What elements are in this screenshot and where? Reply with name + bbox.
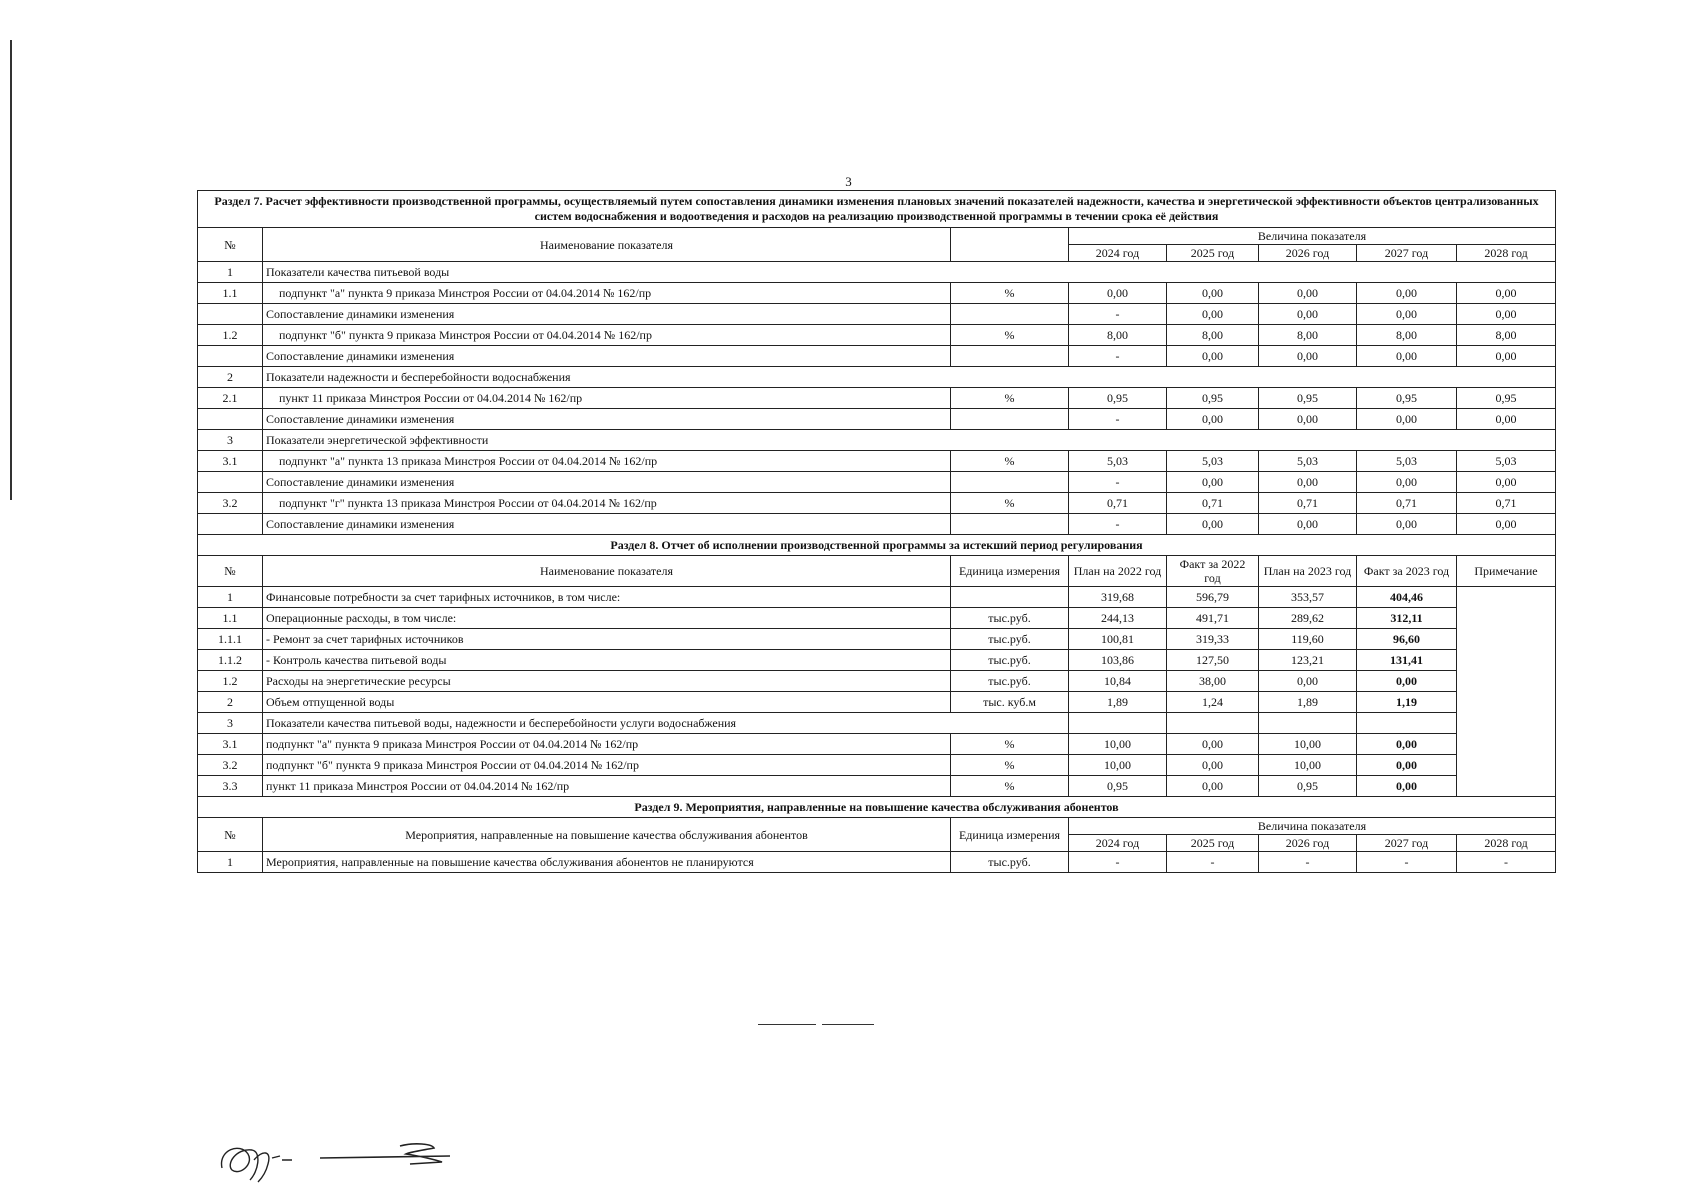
value-cell: 244,13 (1069, 608, 1167, 629)
column-header-period: План на 2022 год (1069, 556, 1167, 587)
indicator-name: Расходы на энергетические ресурсы (263, 671, 951, 692)
row-number: 3.1 (198, 734, 263, 755)
value-cell (1357, 713, 1457, 734)
indicator-name: Сопоставление динамики изменения (263, 346, 951, 367)
unit-cell: % (951, 388, 1069, 409)
section7-row (198, 283, 1556, 304)
value-cell: - (1457, 852, 1556, 873)
value-cell: 10,84 (1069, 671, 1167, 692)
indicator-name: Сопоставление динамики изменения (263, 514, 951, 535)
value-cell: 0,00 (1357, 776, 1457, 797)
column-header-year: 2027 год (1357, 835, 1457, 852)
unit-cell (951, 346, 1069, 367)
column-header-year: 2025 год (1167, 835, 1259, 852)
value-cell: 8,00 (1259, 325, 1357, 346)
section7-row (198, 493, 1556, 514)
indicator-name: Сопоставление динамики изменения (263, 409, 951, 430)
column-header-unit (951, 228, 1069, 262)
section8-row (198, 776, 1556, 797)
unit-cell (951, 514, 1069, 535)
value-cell: - (1069, 304, 1167, 325)
value-cell: 123,21 (1259, 650, 1357, 671)
unit-cell (951, 409, 1069, 430)
value-cell: 0,00 (1357, 671, 1457, 692)
value-cell: 0,71 (1259, 493, 1357, 514)
footer-rule (758, 1012, 880, 1030)
value-cell: 5,03 (1167, 451, 1259, 472)
column-header-period: Факт за 2022 год (1167, 556, 1259, 587)
row-number: 2 (198, 692, 263, 713)
indicator-name: подпункт "а" пункта 9 приказа Минстроя России от 04.04.2014 № 162/пр (263, 283, 951, 304)
value-cell: 0,00 (1069, 283, 1167, 304)
indicator-name: подпункт "а" пункта 13 приказа Минстроя России от 04.04.2014 № 162/пр (263, 451, 951, 472)
value-cell: 100,81 (1069, 629, 1167, 650)
section7-row (198, 325, 1556, 346)
value-cell: 0,95 (1357, 388, 1457, 409)
value-cell: 1,24 (1167, 692, 1259, 713)
value-cell: 1,89 (1259, 692, 1357, 713)
indicator-name: Сопоставление динамики изменения (263, 472, 951, 493)
value-cell: 0,00 (1259, 472, 1357, 493)
value-cell: 596,79 (1167, 587, 1259, 608)
value-cell: 0,95 (1259, 388, 1357, 409)
indicator-name: подпункт "б" пункта 9 приказа Минстроя России от 04.04.2014 № 162/пр (263, 325, 951, 346)
section8-row (198, 734, 1556, 755)
column-header-value: Величина показателя (1069, 818, 1556, 835)
value-cell: 8,00 (1457, 325, 1556, 346)
value-cell: - (1357, 852, 1457, 873)
column-header-year: 2025 год (1167, 245, 1259, 262)
value-cell: 103,86 (1069, 650, 1167, 671)
row-number: 1 (198, 587, 263, 608)
value-cell: 0,00 (1457, 514, 1556, 535)
measure-name: Мероприятия, направленные на повышение качества обслуживания абонентов не планируются (263, 852, 951, 873)
value-cell: 0,00 (1457, 409, 1556, 430)
page-number: 3 (845, 174, 852, 189)
scan-edge-line (10, 40, 12, 500)
value-cell: 491,71 (1167, 608, 1259, 629)
section7-row (198, 451, 1556, 472)
column-header-year: 2026 год (1259, 245, 1357, 262)
section9-title: Раздел 9. Мероприятия, направленные на повышение качества обслуживания абонентов (198, 797, 1556, 818)
value-cell: 5,03 (1259, 451, 1357, 472)
section8-row (198, 587, 1556, 608)
indicator-name: подпункт "г" пункта 13 приказа Минстроя России от 04.04.2014 № 162/пр (263, 493, 951, 514)
row-number: 2 (198, 367, 263, 388)
group-name: Показатели энергетической эффективности (263, 430, 1556, 451)
value-cell: 0,71 (1167, 493, 1259, 514)
value-cell: 0,00 (1167, 409, 1259, 430)
section7-row (198, 514, 1556, 535)
value-cell: 5,03 (1357, 451, 1457, 472)
section7-title: Раздел 7. Расчет эффективности производственной программы, осуществляемый путем сопоставления динамики изменения плановых значений показателей надежности, качества и энергетической эффективности объектов централизованных систем водоснабжения и водоотведения и расходов на реализацию производственной программы в течении срока её действия (198, 191, 1556, 228)
value-cell: 0,00 (1259, 283, 1357, 304)
section7-row (198, 346, 1556, 367)
value-cell: 131,41 (1357, 650, 1457, 671)
value-cell: 0,00 (1167, 776, 1259, 797)
row-number: 3.3 (198, 776, 263, 797)
value-cell: 0,00 (1167, 514, 1259, 535)
value-cell: 8,00 (1069, 325, 1167, 346)
row-number: 1 (198, 852, 263, 873)
row-number: 3 (198, 430, 263, 451)
value-cell: 1,89 (1069, 692, 1167, 713)
row-number: 3.2 (198, 755, 263, 776)
unit-cell: тыс.руб. (951, 852, 1069, 873)
section8-row (198, 608, 1556, 629)
unit-cell: тыс.руб. (951, 608, 1069, 629)
row-number: 1.1 (198, 608, 263, 629)
row-number: 1.1 (198, 283, 263, 304)
row-number: 1 (198, 262, 263, 283)
column-header-name: Мероприятия, направленные на повышение качества обслуживания абонентов (263, 818, 951, 852)
value-cell: 8,00 (1167, 325, 1259, 346)
value-cell: 8,00 (1357, 325, 1457, 346)
value-cell: 0,00 (1357, 409, 1457, 430)
value-cell: 0,00 (1167, 755, 1259, 776)
unit-cell: тыс. куб.м (951, 692, 1069, 713)
value-cell: 0,00 (1357, 304, 1457, 325)
group-name: Показатели качества питьевой воды (263, 262, 1556, 283)
value-cell (1259, 713, 1357, 734)
column-header-no: № (198, 228, 263, 262)
value-cell: - (1069, 514, 1167, 535)
indicator-name: Объем отпущенной воды (263, 692, 951, 713)
value-cell: 404,46 (1357, 587, 1457, 608)
value-cell: 10,00 (1069, 734, 1167, 755)
value-cell: 289,62 (1259, 608, 1357, 629)
row-number (198, 409, 263, 430)
section9-title-row (198, 797, 1556, 818)
section7-row (198, 409, 1556, 430)
value-cell: 0,00 (1167, 304, 1259, 325)
column-header-period: План на 2023 год (1259, 556, 1357, 587)
indicator-name: подпункт "а" пункта 9 приказа Минстроя России от 04.04.2014 № 162/пр (263, 734, 951, 755)
column-header-no: № (198, 556, 263, 587)
note-cell (1457, 587, 1556, 797)
value-cell: - (1069, 409, 1167, 430)
value-cell: 5,03 (1457, 451, 1556, 472)
row-number (198, 304, 263, 325)
section8-title-row (198, 535, 1556, 556)
value-cell: 0,95 (1457, 388, 1556, 409)
value-cell: 0,00 (1457, 304, 1556, 325)
row-number: 3 (198, 713, 263, 734)
value-cell: 127,50 (1167, 650, 1259, 671)
row-number: 3.2 (198, 493, 263, 514)
value-cell: 1,19 (1357, 692, 1457, 713)
value-cell: 0,00 (1259, 304, 1357, 325)
column-header-year: 2027 год (1357, 245, 1457, 262)
group-name: Показатели надежности и бесперебойности водоснабжения (263, 367, 1556, 388)
section8-row (198, 755, 1556, 776)
row-number: 1.1.1 (198, 629, 263, 650)
row-number: 1.2 (198, 671, 263, 692)
value-cell: 0,00 (1357, 346, 1457, 367)
unit-cell: % (951, 755, 1069, 776)
value-cell: 0,00 (1167, 472, 1259, 493)
indicator-name: подпункт "б" пункта 9 приказа Минстроя России от 04.04.2014 № 162/пр (263, 755, 951, 776)
section9-header-row (198, 818, 1556, 835)
value-cell: 0,95 (1259, 776, 1357, 797)
section8-row (198, 629, 1556, 650)
section7-row (198, 304, 1556, 325)
value-cell: 0,00 (1357, 472, 1457, 493)
column-header-period: Факт за 2023 год (1357, 556, 1457, 587)
unit-cell: тыс.руб. (951, 629, 1069, 650)
value-cell: 0,00 (1259, 346, 1357, 367)
value-cell: 0,00 (1457, 472, 1556, 493)
unit-cell: тыс.руб. (951, 671, 1069, 692)
value-cell: 0,71 (1357, 493, 1457, 514)
value-cell: 0,00 (1259, 514, 1357, 535)
value-cell (1069, 713, 1167, 734)
value-cell: 0,00 (1167, 734, 1259, 755)
value-cell: 10,00 (1069, 755, 1167, 776)
section7-row (198, 472, 1556, 493)
column-header-year: 2024 год (1069, 245, 1167, 262)
value-cell: 96,60 (1357, 629, 1457, 650)
column-header-name: Наименование показателя (263, 556, 951, 587)
section7-row (198, 367, 1556, 388)
column-header-value: Величина показателя (1069, 228, 1556, 245)
unit-cell: % (951, 283, 1069, 304)
section7-header-row (198, 228, 1556, 245)
value-cell: 0,00 (1357, 734, 1457, 755)
value-cell (1167, 713, 1259, 734)
column-header-unit: Единица измерения (951, 556, 1069, 587)
value-cell: - (1069, 852, 1167, 873)
value-cell: 0,00 (1167, 346, 1259, 367)
indicator-name: Сопоставление динамики изменения (263, 304, 951, 325)
value-cell: - (1069, 472, 1167, 493)
value-cell: 319,33 (1167, 629, 1259, 650)
indicator-name: пункт 11 приказа Минстроя России от 04.04.2014 № 162/пр (263, 776, 951, 797)
value-cell: 0,95 (1069, 388, 1167, 409)
column-header-unit: Единица измерения (951, 818, 1069, 852)
value-cell: 0,00 (1357, 514, 1457, 535)
value-cell: 0,00 (1259, 409, 1357, 430)
row-number: 1.1.2 (198, 650, 263, 671)
unit-cell (951, 304, 1069, 325)
value-cell: 0,00 (1357, 283, 1457, 304)
column-header-note: Примечание (1457, 556, 1556, 587)
value-cell: - (1069, 346, 1167, 367)
unit-cell: % (951, 493, 1069, 514)
row-number (198, 472, 263, 493)
section8-header-row (198, 556, 1556, 587)
value-cell: 10,00 (1259, 755, 1357, 776)
unit-cell: % (951, 325, 1069, 346)
value-cell: 319,68 (1069, 587, 1167, 608)
value-cell: 0,00 (1259, 671, 1357, 692)
report-table (197, 190, 1556, 873)
column-header-name: Наименование показателя (263, 228, 951, 262)
unit-cell: % (951, 776, 1069, 797)
indicator-name: Финансовые потребности за счет тарифных источников, в том числе: (263, 587, 951, 608)
unit-cell: % (951, 734, 1069, 755)
indicator-name: - Ремонт за счет тарифных источников (263, 629, 951, 650)
column-header-year: 2024 год (1069, 835, 1167, 852)
unit-cell (951, 587, 1069, 608)
section7-row (198, 430, 1556, 451)
row-number: 3.1 (198, 451, 263, 472)
section8-row (198, 692, 1556, 713)
value-cell: 0,95 (1069, 776, 1167, 797)
value-cell: 0,00 (1457, 346, 1556, 367)
section8-row (198, 650, 1556, 671)
signature-mark (210, 1120, 470, 1190)
column-header-year: 2028 год (1457, 245, 1556, 262)
section7-row (198, 388, 1556, 409)
value-cell: 353,57 (1259, 587, 1357, 608)
value-cell: 10,00 (1259, 734, 1357, 755)
column-header-year: 2026 год (1259, 835, 1357, 852)
value-cell: 0,71 (1457, 493, 1556, 514)
value-cell: 0,00 (1167, 283, 1259, 304)
indicator-name: - Контроль качества питьевой воды (263, 650, 951, 671)
value-cell: 0,71 (1069, 493, 1167, 514)
value-cell: 38,00 (1167, 671, 1259, 692)
section9-row (198, 852, 1556, 873)
section8-row (198, 671, 1556, 692)
unit-cell (951, 472, 1069, 493)
row-number (198, 514, 263, 535)
column-header-no: № (198, 818, 263, 852)
row-number: 1.2 (198, 325, 263, 346)
column-header-year: 2028 год (1457, 835, 1556, 852)
value-cell: - (1167, 852, 1259, 873)
section8-title: Раздел 8. Отчет об исполнении производственной программы за истекший период регулирования (198, 535, 1556, 556)
row-number (198, 346, 263, 367)
value-cell: 0,95 (1167, 388, 1259, 409)
value-cell: 5,03 (1069, 451, 1167, 472)
unit-cell: тыс.руб. (951, 650, 1069, 671)
value-cell: 312,11 (1357, 608, 1457, 629)
section7-row (198, 262, 1556, 283)
indicator-name: Операционные расходы, в том числе: (263, 608, 951, 629)
indicator-name: Показатели качества питьевой воды, надежности и бесперебойности услуги водоснабжения (263, 713, 1069, 734)
value-cell: - (1259, 852, 1357, 873)
indicator-name: пункт 11 приказа Минстроя России от 04.04.2014 № 162/пр (263, 388, 951, 409)
value-cell: 119,60 (1259, 629, 1357, 650)
row-number: 2.1 (198, 388, 263, 409)
value-cell: 0,00 (1457, 283, 1556, 304)
section7-title-row (198, 191, 1556, 228)
unit-cell: % (951, 451, 1069, 472)
section8-row (198, 713, 1556, 734)
value-cell: 0,00 (1357, 755, 1457, 776)
